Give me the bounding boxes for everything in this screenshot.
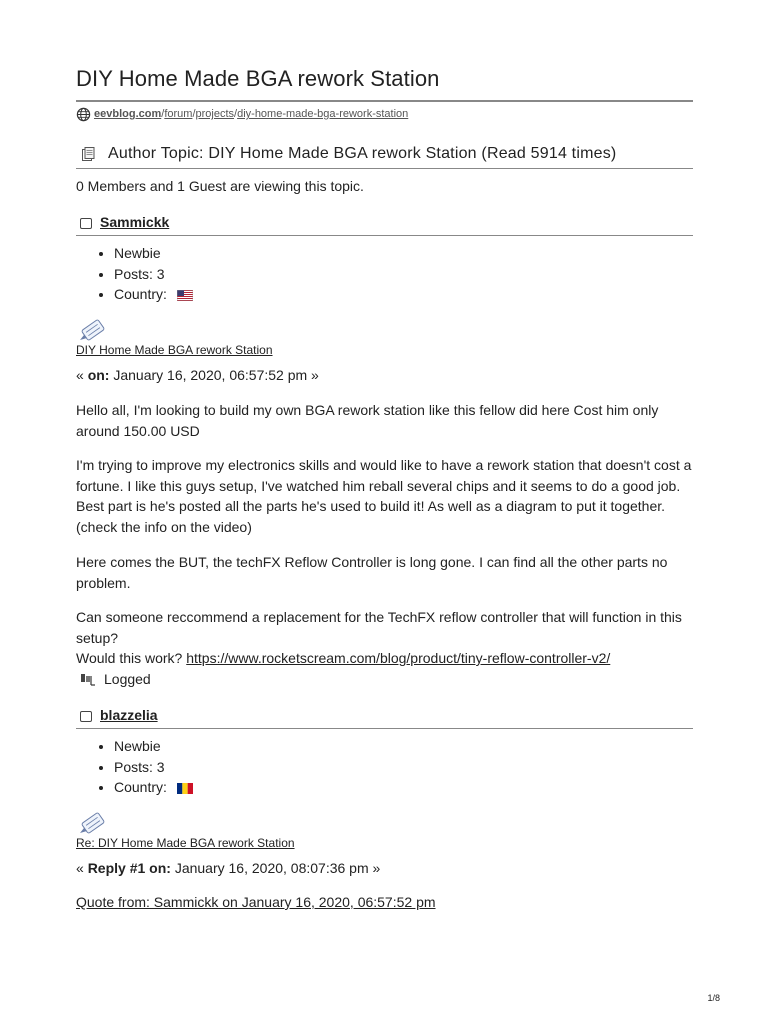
logged-indicator xyxy=(80,671,151,687)
breadcrumb-projects-link[interactable]: projects xyxy=(195,108,235,120)
us-flag-icon xyxy=(177,290,193,301)
author-rank: • Newbie xyxy=(114,736,193,757)
post-meta: « Reply #1 on: January 16, 2020, 08:07:36 pm » xyxy=(76,860,381,876)
author-info-list xyxy=(96,243,193,305)
checkbox-icon xyxy=(80,711,92,722)
post-paragraph: Can someone reccommend a replacement for the TechFX reflow controller that will function in this setup? Would this work? https://www.rocketscream.com/blog/product/tiny-reflow-controller-v2/ xyxy=(76,609,682,666)
ip-logged-icon xyxy=(80,672,96,686)
page-number: 1/8 xyxy=(707,993,720,1003)
author-link[interactable]: Sammickk xyxy=(100,214,170,230)
breadcrumb-separator: / xyxy=(192,108,196,120)
viewing-status: 0 Members and 1 Guest are viewing this topic. xyxy=(76,178,364,194)
post-subject-link[interactable]: DIY Home Made BGA rework Station xyxy=(76,343,273,357)
title-divider xyxy=(76,100,693,102)
post-meta: « on: January 16, 2020, 06:57:52 pm » xyxy=(76,367,319,383)
breadcrumb-separator: / xyxy=(161,108,165,120)
poster-divider xyxy=(76,728,693,729)
topic-divider xyxy=(76,168,693,169)
poster-header xyxy=(80,213,169,231)
country-label: Country: xyxy=(114,286,167,302)
breadcrumb-separator: / xyxy=(234,108,238,120)
ro-flag-icon xyxy=(177,783,193,794)
logged-label: Logged xyxy=(104,671,151,687)
breadcrumb xyxy=(76,107,408,121)
topic-header xyxy=(80,144,616,164)
quote-header-link[interactable]: Quote from: Sammickk on January 16, 2020, 06:57:52 pm xyxy=(76,894,436,910)
poster-divider xyxy=(76,235,693,236)
post-subject-link[interactable]: Re: DIY Home Made BGA rework Station xyxy=(76,836,295,850)
checkbox-icon xyxy=(80,218,92,229)
author-post-count: • Posts: 3 xyxy=(114,264,193,285)
globe-icon xyxy=(76,107,91,122)
author-link[interactable]: blazzelia xyxy=(100,707,158,723)
country-label: Country: xyxy=(114,779,167,795)
author-country xyxy=(114,284,193,305)
author-post-count: • Posts: 3 xyxy=(114,757,193,778)
author-rank: • Newbie xyxy=(114,243,193,264)
breadcrumb-topic-link[interactable]: diy-home-made-bga-rework-station xyxy=(237,108,409,120)
author-info-list xyxy=(96,736,193,798)
xx-post-icon xyxy=(78,811,108,835)
xx-post-icon xyxy=(78,318,108,342)
topic-document-icon xyxy=(80,146,96,162)
poster-header xyxy=(80,706,158,724)
page-title: DIY Home Made BGA rework Station xyxy=(76,66,440,91)
post-paragraph: Hello all, I'm looking to build my own BGA rework station like this fellow did here Cost him only around 150.00 USD xyxy=(76,402,659,439)
breadcrumb-host-link[interactable]: eevblog.com xyxy=(94,108,162,120)
rocketscream-link[interactable]: https://www.rocketscream.com/blog/product/tiny-reflow-controller-v2/ xyxy=(186,650,611,666)
breadcrumb-forum-link[interactable]: forum xyxy=(164,108,193,120)
topic-title: Author Topic: DIY Home Made BGA rework Station (Read 5914 times) xyxy=(108,145,617,162)
post-paragraph: Here comes the BUT, the techFX Reflow Controller is long gone. I can find all the other parts no problem. xyxy=(76,554,668,591)
author-country xyxy=(114,777,193,798)
post-paragraph: I'm trying to improve my electronics skills and would like to have a rework station that doesn't cost a fortune. I like this guys setup, I've watched him reball several chips and it seems to do a good job. Best part is he's posted all the parts he's used to build it! As well as a diagram to put it together. (check the info on the video) xyxy=(76,457,692,535)
